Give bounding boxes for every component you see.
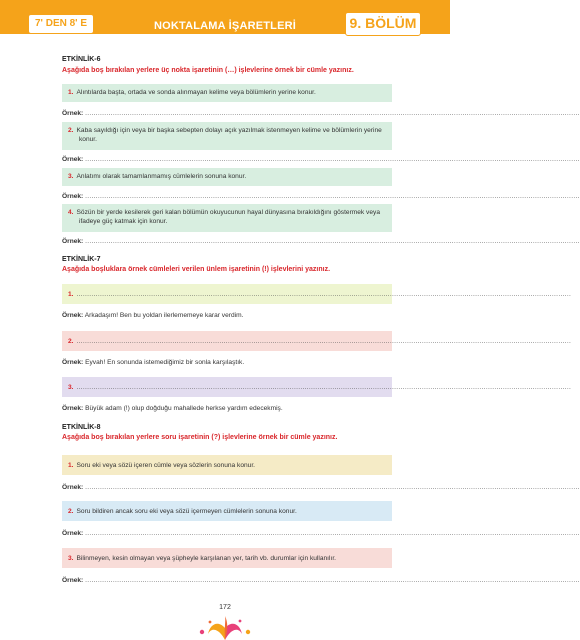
etk7-item-1[interactable] <box>62 284 572 304</box>
example-label: Örnek: <box>62 359 84 366</box>
item-number: 1. <box>68 462 74 469</box>
item-number: 3. <box>68 384 74 391</box>
answer-dots: ........................................................................................................................................................................................................................................ <box>85 156 580 163</box>
etk7-item-2[interactable] <box>62 331 572 351</box>
example-label: Örnek: <box>62 238 84 245</box>
grade-badge: 7' DEN 8' E <box>28 14 94 34</box>
answer-dots: ........................................................................................................................................................................................................................................ <box>76 291 572 298</box>
etk6-answer-3[interactable] <box>62 193 580 200</box>
etk6-item-2 <box>62 122 392 150</box>
etk6-item-1 <box>62 84 392 102</box>
item-text: Anlatımı olarak tamamlanmamış cümlelerin sonuna konur. <box>76 173 247 180</box>
etk8-instruction: Aşağıda boş bırakılan yerlere soru işaretinin (?) işlevlerine örnek bir cümle yazınız. <box>62 434 338 441</box>
etk8-item-3 <box>62 548 392 568</box>
etk6-instruction: Aşağıda boş bırakılan yerlere üç nokta işaretinin (…) işlevlerine örnek bir cümle yazınız. <box>62 67 354 74</box>
item-number: 4. <box>68 209 74 216</box>
example-label: Örnek: <box>62 312 84 319</box>
etk7-title: ETKİNLİK-7 <box>62 256 101 263</box>
item-text: Bilinmeyen, kesin olmayan veya şüpheyle karşılanan yer, tarih vb. durumlar için kullanılır. <box>76 555 336 562</box>
answer-dots: ........................................................................................................................................................................................................................................ <box>85 110 580 117</box>
answer-dots: ........................................................................................................................................................................................................................................ <box>85 484 580 491</box>
etk7-example-1 <box>62 312 392 319</box>
item-number: 1. <box>68 89 74 96</box>
answer-dots: ........................................................................................................................................................................................................................................ <box>85 530 580 537</box>
chapter-badge: 9. BÖLÜM <box>345 12 421 36</box>
item-number: 2. <box>68 127 74 134</box>
etk6-answer-4[interactable] <box>62 238 580 245</box>
answer-dots: ........................................................................................................................................................................................................................................ <box>76 338 572 345</box>
etk8-answer-3[interactable] <box>62 577 580 584</box>
item-number: 3. <box>68 173 74 180</box>
etk8-answer-2[interactable] <box>62 530 580 537</box>
example-label: Örnek: <box>62 577 84 584</box>
page-number: 172 <box>219 604 231 611</box>
page-header <box>0 0 450 40</box>
item-number: 2. <box>68 508 74 515</box>
etk8-title: ETKİNLİK-8 <box>62 424 101 431</box>
etk7-example-2 <box>62 359 392 366</box>
example-label: Örnek: <box>62 405 84 412</box>
answer-dots: ........................................................................................................................................................................................................................................ <box>76 384 572 391</box>
etk8-answer-1[interactable] <box>62 484 580 491</box>
etk7-example-3 <box>62 405 392 412</box>
etk8-item-2 <box>62 501 392 521</box>
etk6-answer-1[interactable] <box>62 110 580 117</box>
example-label: Örnek: <box>62 110 84 117</box>
etk7-item-3[interactable] <box>62 377 572 397</box>
item-text: Alıntılarda başta, ortada ve sonda alınmayan kelime veya bölümlerin yerine konur. <box>76 89 316 96</box>
item-text: Sözün bir yerde kesilerek geri kalan bölümün okuyucunun hayal dünyasına bırakıldığını göstermek veya ifadeye güç katmak için konur. <box>76 209 380 225</box>
example-label: Örnek: <box>62 530 84 537</box>
example-text: Eyvah! En sonunda istemediğimiz bir sonla karşılaştık. <box>85 359 245 366</box>
example-label: Örnek: <box>62 156 84 163</box>
page-title: NOKTALAMA İŞARETLERİ <box>153 20 297 32</box>
item-number: 2. <box>68 338 74 345</box>
example-label: Örnek: <box>62 484 84 491</box>
item-text: Soru bildiren ancak soru eki veya sözü içermeyen cümlelerin sonuna konur. <box>76 508 297 515</box>
item-text: Kaba sayıldığı için veya bir başka sebepten dolayı açık yazılmak istenmeyen kelime ve bölümlerin yerine konur. <box>76 127 382 143</box>
answer-dots: ........................................................................................................................................................................................................................................ <box>85 577 580 584</box>
etk6-item-3 <box>62 168 392 186</box>
item-number: 1. <box>68 291 74 298</box>
etk7-instruction: Aşağıda boşluklara örnek cümleleri verilen ünlem işaretinin (!) işlevlerini yazınız. <box>62 266 331 273</box>
item-text: Soru eki veya sözü içeren cümle veya sözlerin sonuna konur. <box>76 462 255 469</box>
example-text: Arkadaşım! Ben bu yoldan ilerlememeye karar verdim. <box>84 312 244 319</box>
answer-dots: ........................................................................................................................................................................................................................................ <box>85 238 580 245</box>
etk8-item-1 <box>62 455 392 475</box>
item-number: 3. <box>68 555 74 562</box>
etk6-item-4 <box>62 204 392 232</box>
etk6-answer-2[interactable] <box>62 156 580 163</box>
example-label: Örnek: <box>62 193 84 200</box>
etk6-title: ETKİNLİK-6 <box>62 56 101 63</box>
example-text: Büyük adam (!) olup doğduğu mahallede herkse yardım edecekmiş. <box>85 405 283 412</box>
decorative-splash-icon <box>180 612 270 640</box>
answer-dots: ........................................................................................................................................................................................................................................ <box>85 193 580 200</box>
